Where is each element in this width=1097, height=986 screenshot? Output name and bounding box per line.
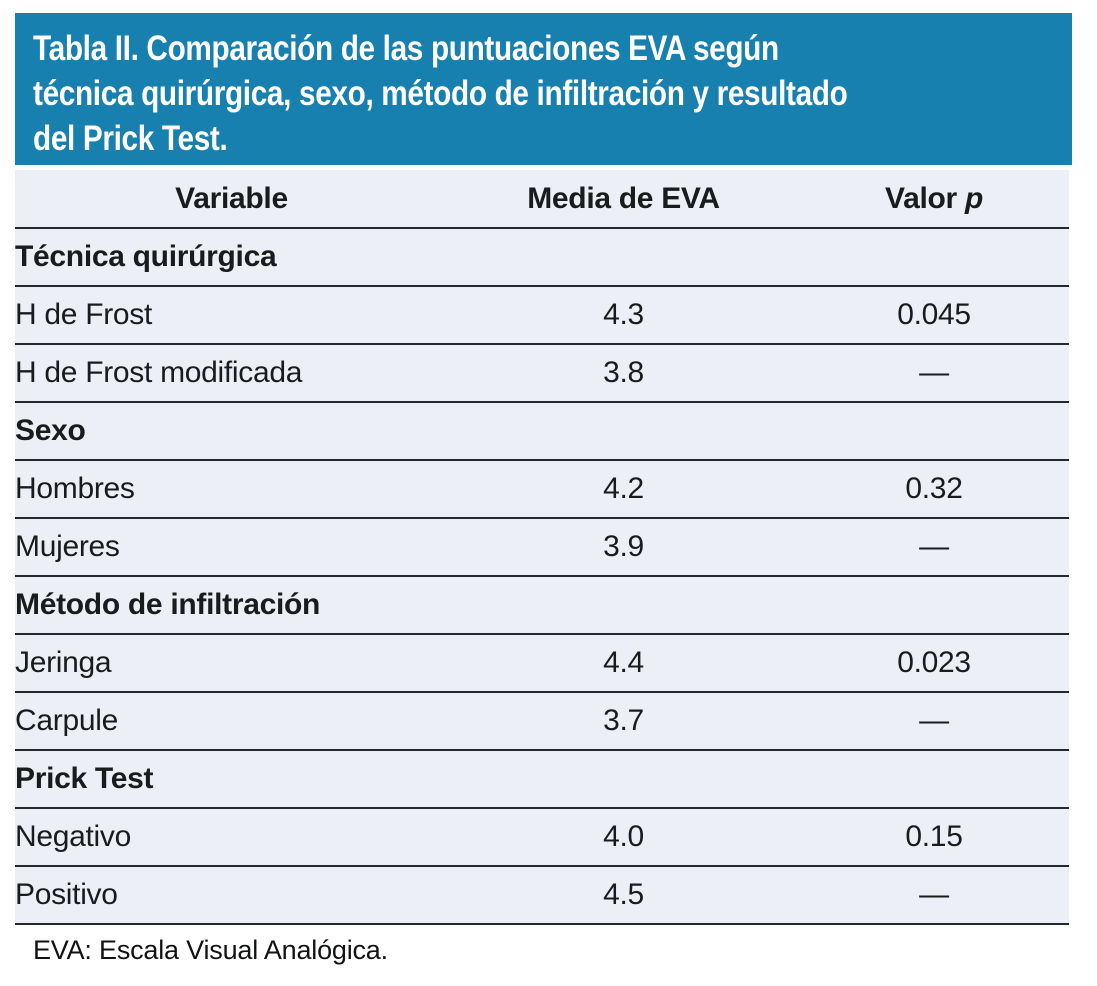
- column-header-variable: Variable: [15, 170, 448, 228]
- media-cell: 4.3: [448, 286, 799, 344]
- media-cell: 3.9: [448, 518, 799, 576]
- data-table: [15, 170, 1069, 925]
- table-footnote: EVA: Escala Visual Analógica.: [33, 935, 388, 965]
- section-label-metodo-de-infiltracion: Método de infiltración: [15, 576, 1069, 634]
- table-caption: [15, 13, 1072, 165]
- variable-cell: Hombres: [15, 460, 448, 518]
- media-cell: 4.0: [448, 808, 799, 866]
- section-row: [15, 402, 1069, 460]
- variable-cell: H de Frost: [15, 286, 448, 344]
- section-label-tecnica-quirurgica: Técnica quirúrgica: [15, 228, 1069, 286]
- column-header-media-eva: Media de EVA: [448, 170, 799, 228]
- p-value-cell: 0.045: [799, 286, 1069, 344]
- section-label-prick-test: Prick Test: [15, 750, 1069, 808]
- valor-label: Valor: [885, 181, 965, 215]
- section-row: [15, 576, 1069, 634]
- section-row: [15, 750, 1069, 808]
- table-row: [15, 634, 1069, 692]
- variable-cell: Mujeres: [15, 518, 448, 576]
- header-row: [15, 170, 1069, 228]
- media-cell: 3.8: [448, 344, 799, 402]
- media-cell: 4.2: [448, 460, 799, 518]
- caption-line: técnica quirúrgica, sexo, método de infiltración y resultado: [33, 74, 848, 113]
- caption-line: Tabla II. Comparación de las puntuaciones EVA según: [33, 29, 779, 68]
- media-cell: 4.4: [448, 634, 799, 692]
- variable-cell: Negativo: [15, 808, 448, 866]
- p-value-cell: —: [799, 344, 1069, 402]
- variable-cell: Jeringa: [15, 634, 448, 692]
- p-value-cell: —: [799, 518, 1069, 576]
- media-cell: 4.5: [448, 866, 799, 924]
- section-label-sexo: Sexo: [15, 402, 1069, 460]
- column-header-valor-p: [799, 170, 1069, 228]
- table-row: [15, 808, 1069, 866]
- p-value-cell: —: [799, 692, 1069, 750]
- caption-line: del Prick Test.: [33, 119, 228, 158]
- p-symbol: p: [964, 181, 983, 215]
- table-row: [15, 518, 1069, 576]
- variable-cell: H de Frost modificada: [15, 344, 448, 402]
- p-value-cell: 0.15: [799, 808, 1069, 866]
- variable-cell: Carpule: [15, 692, 448, 750]
- p-value-cell: 0.023: [799, 634, 1069, 692]
- table-row: [15, 460, 1069, 518]
- table-row: [15, 344, 1069, 402]
- media-cell: 3.7: [448, 692, 799, 750]
- table-row: [15, 692, 1069, 750]
- p-value-cell: 0.32: [799, 460, 1069, 518]
- table-row: [15, 286, 1069, 344]
- section-row: [15, 228, 1069, 286]
- variable-cell: Positivo: [15, 866, 448, 924]
- table-row: [15, 866, 1069, 924]
- p-value-cell: —: [799, 866, 1069, 924]
